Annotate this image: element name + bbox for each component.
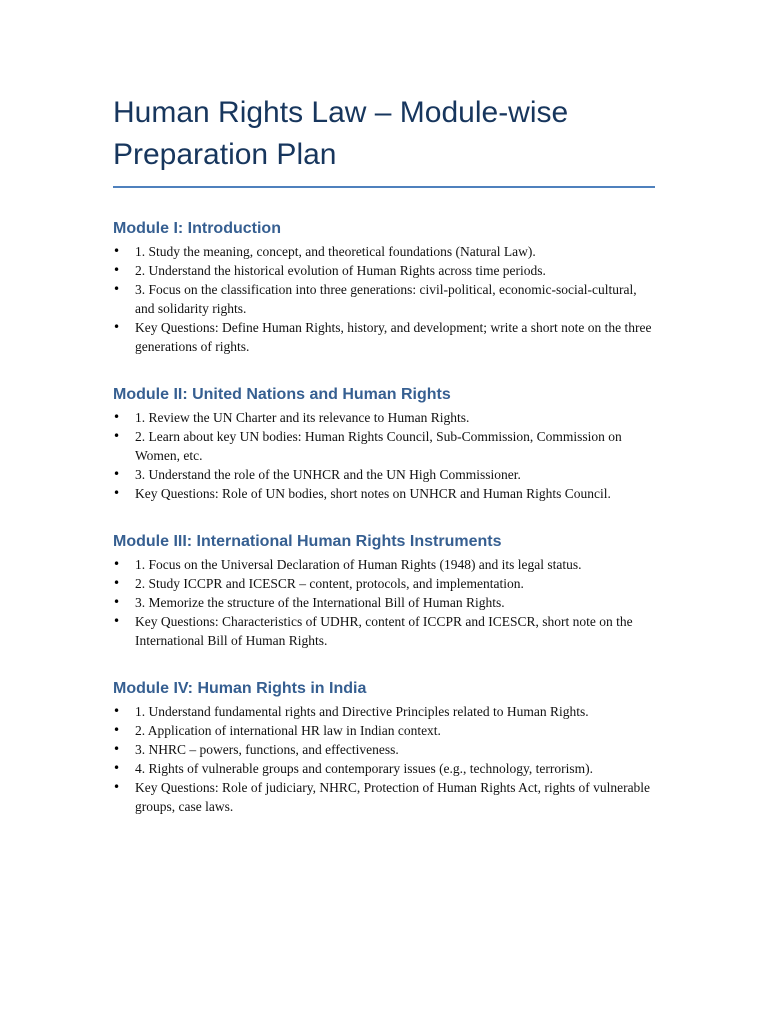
document-page [113,92,655,844]
bullet-icon: • [113,780,121,794]
module-item-list [113,408,655,503]
bullet-icon: • [113,595,121,609]
list-item-text: Key Questions: Define Human Rights, history, and development; write a short note on the three generations of rights. [135,320,652,354]
bullet-icon: • [113,557,121,571]
module-section [113,384,655,503]
list-item [113,427,655,465]
bullet-icon: • [113,282,121,296]
list-item [113,593,655,612]
list-item [113,484,655,503]
bullet-icon: • [113,576,121,590]
list-item [113,574,655,593]
list-item-text: 1. Review the UN Charter and its relevance to Human Rights. [135,410,470,425]
module-section [113,218,655,356]
module-heading: Module III: International Human Rights Instruments [113,533,502,550]
bullet-icon: • [113,742,121,756]
bullet-icon: • [113,614,121,628]
list-item [113,465,655,484]
module-section [113,531,655,650]
list-item [113,721,655,740]
list-item [113,280,655,318]
list-item [113,318,655,356]
list-item [113,612,655,650]
list-item [113,740,655,759]
list-item-text: 4. Rights of vulnerable groups and contemporary issues (e.g., technology, terrorism). [135,761,594,776]
list-item-text: 2. Understand the historical evolution of Human Rights across time periods. [135,263,546,278]
bullet-icon: • [113,486,121,500]
bullet-icon: • [113,704,121,718]
bullet-icon: • [113,761,121,775]
list-item-text: 3. NHRC – powers, functions, and effectiveness. [135,742,399,757]
bullet-icon: • [113,244,121,258]
bullet-icon: • [113,410,121,424]
list-item-text: 3. Understand the role of the UNHCR and the UN High Commissioner. [135,467,521,482]
module-section [113,678,655,816]
module-heading: Module I: Introduction [113,220,281,237]
list-item [113,778,655,816]
document-title-line-2: Preparation Plan [113,138,337,171]
list-item [113,242,655,261]
list-item-text: 3. Memorize the structure of the International Bill of Human Rights. [135,595,505,610]
list-item [113,702,655,721]
list-item [113,555,655,574]
list-item-text: Key Questions: Characteristics of UDHR, content of ICCPR and ICESCR, short note on the International Bill of Human Rights. [135,614,633,648]
module-heading: Module II: United Nations and Human Rights [113,386,451,403]
document-title-line-1: Human Rights Law – Module-wise [113,96,569,129]
list-item-text: Key Questions: Role of judiciary, NHRC, Protection of Human Rights Act, rights of vulnerable groups, case laws. [135,780,651,814]
title-underline-divider [113,186,655,188]
module-item-list [113,242,655,356]
bullet-icon: • [113,429,121,443]
modules-container [113,218,655,816]
list-item-text: 2. Application of international HR law in Indian context. [135,723,441,738]
bullet-icon: • [113,467,121,481]
bullet-icon: • [113,723,121,737]
list-item-text: 2. Study ICCPR and ICESCR – content, protocols, and implementation. [135,576,524,591]
bullet-icon: • [113,263,121,277]
module-item-list [113,702,655,816]
list-item-text: 1. Study the meaning, concept, and theoretical foundations (Natural Law). [135,244,536,259]
list-item [113,759,655,778]
list-item [113,408,655,427]
bullet-icon: • [113,320,121,334]
list-item-text: 3. Focus on the classification into three generations: civil-political, economic-social-cultural, and solidarity rights. [135,282,637,316]
list-item-text: Key Questions: Role of UN bodies, short notes on UNHCR and Human Rights Council. [135,486,611,501]
list-item [113,261,655,280]
list-item-text: 2. Learn about key UN bodies: Human Rights Council, Sub-Commission, Commission on Women, etc. [135,429,622,463]
list-item-text: 1. Understand fundamental rights and Directive Principles related to Human Rights. [135,704,589,719]
document-title [113,92,655,176]
module-heading: Module IV: Human Rights in India [113,680,367,697]
list-item-text: 1. Focus on the Universal Declaration of Human Rights (1948) and its legal status. [135,557,582,572]
module-item-list [113,555,655,650]
